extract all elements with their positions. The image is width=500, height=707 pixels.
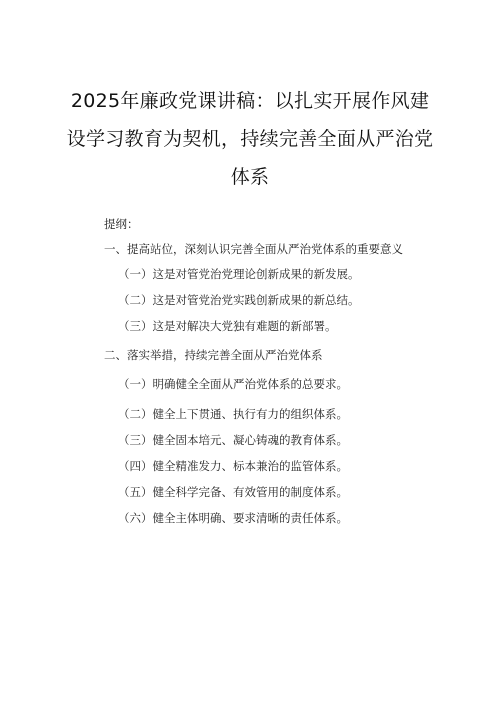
section-1-heading: 一、提高站位，深刻认识完善全面从严治党体系的重要意义 [104,242,403,256]
section-1-item-3: （三）这是对解决大党独有难题的新部署。 [118,319,337,333]
section-2-item-4: （四）健全精准发力、标本兼治的监管体系。 [118,459,348,473]
section-2-item-5: （五）健全科学完备、有效管用的制度体系。 [118,485,348,499]
document-title [40,82,460,196]
outline-label: 提纲： [104,217,139,231]
section-2-item-1: （一）明确健全全面从严治党体系的总要求。 [118,377,348,391]
section-1-item-1: （一）这是对管党治党理论创新成果的新发展。 [118,267,360,281]
section-1-item-2: （二）这是对管党治党实践创新成果的新总结。 [118,293,360,307]
title-line-1: 2025年廉政党课讲稿：以扎实开展作风建 [70,90,430,112]
title-line-3: 体系 [230,166,270,188]
section-2-heading: 二、落实举措，持续完善全面从严治党体系 [104,348,323,362]
section-2-item-3: （三）健全固本培元、凝心铸魂的教育体系。 [118,433,348,447]
section-2-item-2: （二）健全上下贯通、执行有力的组织体系。 [118,407,348,421]
section-2-item-6: （六）健全主体明确、要求清晰的责任体系。 [118,511,348,525]
title-line-2: 设学习教育为契机，持续完善全面从严治党 [66,128,434,150]
